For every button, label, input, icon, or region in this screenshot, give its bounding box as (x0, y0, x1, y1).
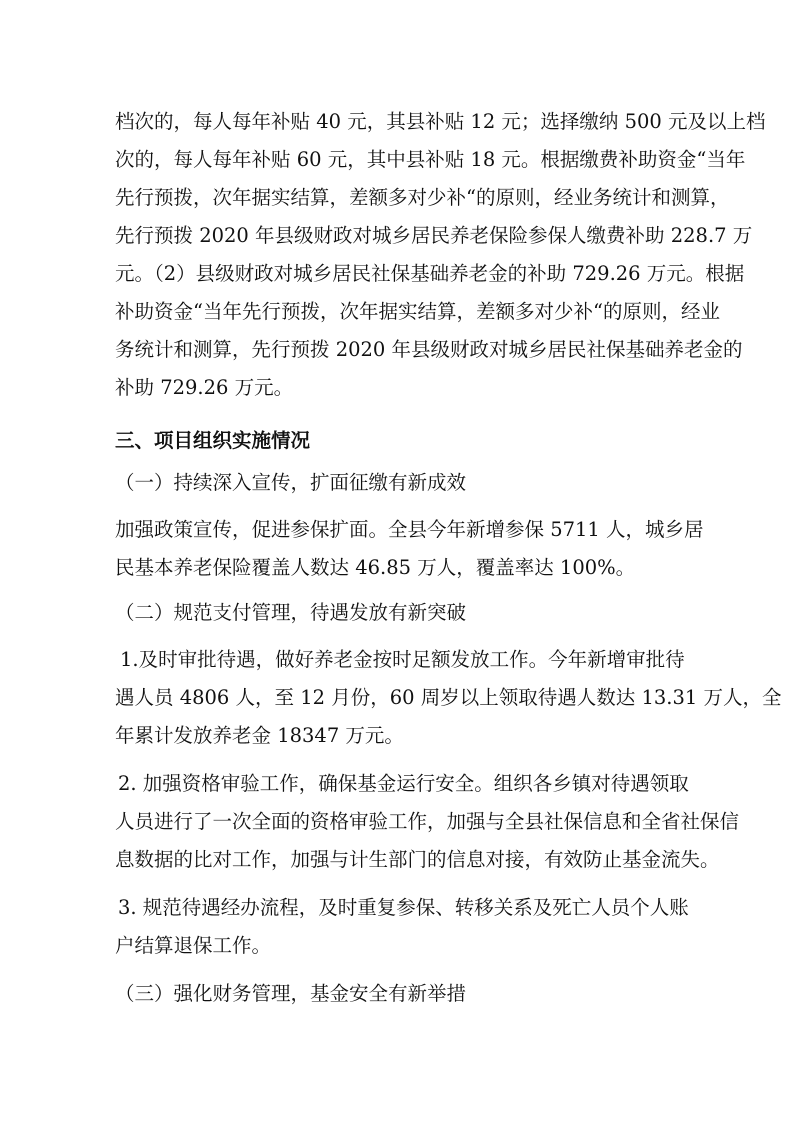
body-text-line: 补助 729.26 万元。 (115, 376, 294, 399)
body-text-line: 户结算退保工作。 (115, 934, 272, 957)
body-text-line: 务统计和测算，先行预拨 2020 年县级财政对城乡居民社保基础养老金的 (115, 338, 743, 361)
body-text-line: 1.及时审批待遇，做好养老金按时足额发放工作。今年新增审批待 (120, 648, 685, 671)
subsection-heading: （一）持续深入宣传，扩面征缴有新成效 (115, 471, 467, 494)
body-text-line: 2. 加强资格审验工作，确保基金运行安全。组织各乡镇对待遇领取 (118, 772, 689, 795)
body-text-line: 3. 规范待遇经办流程，及时重复参保、转移关系及死亡人员个人账 (118, 896, 689, 919)
body-text-line: 息数据的比对工作，加强与计生部门的信息对接，有效防止基金流失。 (115, 848, 720, 871)
section-heading: 三、项目组织实施情况 (115, 429, 311, 452)
body-text-line: 元。（2）县级财政对城乡居民社保基础养老金的补助 729.26 万元。根据 (115, 262, 745, 285)
body-text-line: 遇人员 4806 人，至 12 月份，60 周岁以上领取待遇人数达 13.31 万人，全 (115, 686, 782, 709)
body-text-line: 加强政策宣传，促进参保扩面。全县今年新增参保 5711 人，城乡居 (115, 518, 704, 541)
body-text-line: 补助资金“当年先行预拨，次年据实结算，差额多对少补“的原则，经业 (115, 300, 720, 323)
subsection-heading: （二）规范支付管理，待遇发放有新突破 (115, 601, 467, 624)
body-text-line: 人员进行了一次全面的资格审验工作，加强与全县社保信息和全省社保信 (115, 810, 740, 833)
body-text-line: 民基本养老保险覆盖人数达 46.85 万人，覆盖率达 100%。 (115, 556, 636, 579)
subsection-heading: （三）强化财务管理，基金安全有新举措 (115, 982, 467, 1005)
body-text-line: 先行预拨，次年据实结算，差额多对少补“的原则，经业务统计和测算， (115, 186, 730, 209)
body-text-line: 次的，每人每年补贴 60 元，其中县补贴 18 元。根据缴费补助资金“当年 (115, 148, 746, 171)
body-text-line: 年累计发放养老金 18347 万元。 (115, 724, 404, 747)
body-text-line: 档次的，每人每年补贴 40 元，其县补贴 12 元；选择缴纳 500 元及以上档 (115, 110, 766, 133)
body-text-line: 先行预拨 2020 年县级财政对城乡居民养老保险参保人缴费补助 228.7 万 (115, 224, 753, 247)
